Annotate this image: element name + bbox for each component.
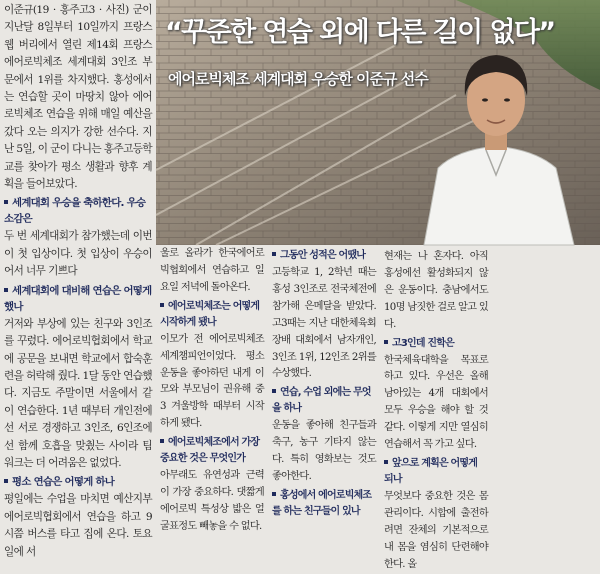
answer-paragraph: 평일에는 수업을 마치면 예산지부 에어로빅협회에서 연습을 하고 9시쯤 버스를 타고 집에 온다. 토요일에 서 (4, 493, 152, 558)
answer-paragraph: 운동을 좋아해 친구들과 축구, 농구 기타지 않는다. 특히 영화보는 것도 좋아한다. (272, 420, 376, 483)
answer-paragraph: 아무래도 유연성과 근력이 가장 중요하다. 댓짧게 에어로빅 특성상 밟은 얼굴표정도 빼놓을 수 없다. (160, 470, 264, 532)
question-heading: 홍성에서 에어로빅체조를 하는 친구들이 있나 (272, 488, 376, 520)
headline: “꾸준한 연습 외에 다른 길이 없다” (165, 17, 555, 48)
answer-paragraph: 이모가 전 에어로빅체조 세계챔피언이었다. 평소 운동을 좋아하던 내게 이모와 부모님이 권유해 중3 겨울방학 때부터 시작하게 됐다. (160, 333, 264, 430)
question-heading: 세계대회 우승을 축하한다. 우승 소감은 (4, 195, 152, 227)
question-heading: 평소 연습은 어떻게 하나 (4, 474, 152, 490)
article-column-3 (272, 246, 376, 521)
answer-paragraph: 현재는 나 혼자다. 아직 홍성에선 활성화되지 않은 운동이다. 충남에서도 10명 남짓한 걸로 알고 있다. (384, 251, 488, 330)
answer-paragraph: 고등학교 1, 2학년 때는 홍성 3인조로 전국체전에 참가해 은메달을 받았다. 고3때는 지난 대한체육회장배 대회에서 남자개인, 3인조 1위, 12인조 2위를 수상했다. (272, 267, 376, 380)
question-heading: 에어로빅체조는 어떻게 시작하게 됐나 (160, 299, 264, 331)
question-heading: 세계대회에 대비해 연습은 어떻게 했나 (4, 284, 152, 313)
article-column-4 (384, 249, 488, 574)
question-heading: 고3인데 진학은 (384, 336, 488, 352)
intro-paragraph: 이준규(19 · 홍주고3 · 사진) 군이 지난달 8일부터 10일까지 프랑스 웹 버리에서 열린 제14회 프랑스 에어로빅체조 세계대회 3인조 부문에서 1위를 차지했다. 홍성에서는 연습할 곳이 마땅치 않아 에어로빅체조 연습을 위해 매일 예산을 갔다 오는 의지가 강한 선수다. 지난 5일, 이 군이 다니는 홍주고등학교를 찾아가 평소 생활과 향후 계획을 들어보았다. (4, 4, 152, 191)
subheadline: 에어로빅체조 세계대회 우승한 이준규 선수 (168, 70, 428, 88)
answer-paragraph: 울로 올라가 한국에어로빅협회에서 연습하고 일요일 저녁에 돌아온다. (160, 248, 264, 293)
question-heading: 에어로빅체조에서 가장 중요한 것은 무엇인가 (160, 435, 264, 467)
answer-paragraph: 무엇보다 중요한 것은 몸 관리이다. 시합에 출전하려면 잔체의 기본적으로 내 몸을 염심히 단련해야 한다. 올 (384, 490, 488, 570)
intro-column (4, 2, 152, 561)
article-column-2 (160, 246, 264, 536)
answer-paragraph: 한국체육대학을 목표로 하고 있다. 우선은 올해 남아있는 4개 대회에서 모두 우승을 해야 할 것 같다. 이렇게 지만 열심히 연습해서 꼭 가고 싶다. (384, 354, 488, 451)
question-heading: 그동안 성적은 어땠나 (272, 248, 376, 264)
answer-paragraph: 두 번 세계대회가 참가했는데 이번이 첫 입상이다. 첫 입상이 우승이어서 너무 기쁘다 (4, 230, 152, 278)
answer-paragraph: 거저와 부상에 있는 친구와 3인조를 꾸렸다. 에어로빅협회에서 학교에 공문을 보내면 학교에서 합숙훈련을 허락해 줬다. 1달 동안 연습했다. 지금도 주말이면 서울에서 같이 연습한다. 1년 때부터 개인전에선 서로 경쟁하고 3인조, 6인조에선 함께 호흡을 맞췄는 사이라 팀워크는 더 어려움은 없었다. (4, 317, 152, 469)
question-heading: 연습, 수업 외에는 무엇을 하나 (272, 385, 376, 417)
question-heading: 앞으로 계획은 어떻게 되나 (384, 456, 488, 488)
